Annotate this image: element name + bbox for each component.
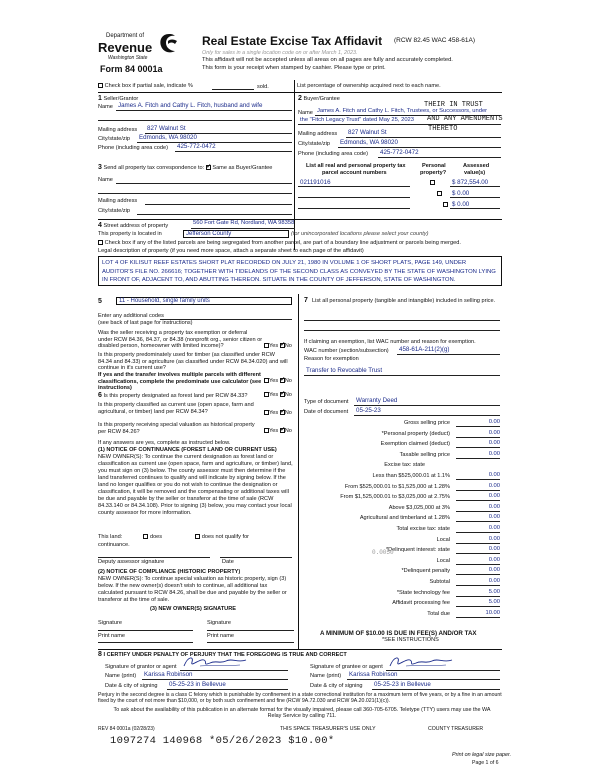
personal-checkbox-3[interactable]	[443, 202, 448, 207]
personal-checkbox-1[interactable]	[430, 180, 435, 185]
buyer-typed-3: THERETO	[428, 125, 458, 133]
parcels-heading-2: parcel account numbers	[322, 170, 387, 176]
assessed-col-1: Assessed	[463, 163, 490, 169]
sold-label: sold.	[257, 84, 269, 90]
q-current-use: Is this property classified as current use (open space, farm and agricultural, or timber) land per RCW 84.34?	[98, 402, 254, 415]
assessed-value-2[interactable]: $ 0.00	[452, 190, 470, 197]
wac-number[interactable]: 458-61A-211(2)(g)	[399, 346, 450, 353]
print1-label: Print name	[98, 633, 126, 639]
use-code-value: 11 - Household, single family units	[119, 298, 210, 304]
personal-checkbox-2[interactable]	[437, 191, 442, 196]
header-note-3: This form is your receipt when stamped by cashier. Please type or print.	[202, 65, 386, 71]
buyer-mail-label: Mailing address	[298, 131, 338, 137]
sig2-field[interactable]	[207, 630, 294, 631]
tax-row-amount[interactable]: 5.00	[456, 599, 500, 607]
q-forest-answer: Yes ✓ No	[264, 392, 292, 399]
q-exemption-no[interactable]	[280, 343, 285, 348]
reason-line	[304, 375, 500, 376]
perjury-notice: Perjury in the second degree is a class C felony which is punishable by confinement in a state correctional institution for a maximum term of five years, or by a fine in an amount fixed by the court of not more than $10,000, or by both such confinement and fine (RCW 9A.72.030 and RCW 9A.20.021(1)(c)).	[98, 692, 502, 705]
doc-date[interactable]: 05-25-23	[356, 407, 381, 414]
assessed-value-1[interactable]: $ 872,554.00	[452, 179, 489, 186]
doc-type-line	[354, 405, 500, 406]
tax-row-amount[interactable]: 10.00	[456, 610, 500, 618]
seller-phone-label: Phone (including area code)	[98, 145, 168, 151]
grantor-signature[interactable]	[180, 654, 260, 670]
grantee-date-label: Date & city of signing	[310, 683, 363, 689]
legal-description-box[interactable]	[98, 256, 502, 286]
section5-number: 5	[98, 298, 102, 305]
see-instructions: *SEE INSTRUCTIONS	[382, 637, 439, 643]
continuance-label: continuance.	[98, 542, 130, 548]
assessed-line-2	[450, 197, 500, 198]
grantor-date[interactable]: 05-25-23 in Bellevue	[169, 681, 226, 688]
located-label: This property is located in	[98, 231, 162, 237]
grantor-name-label: Name (print)	[105, 673, 137, 679]
section8-divider	[98, 649, 502, 650]
q-exemption: Was the seller receiving a property tax exemption or deferral under RCW 84.36, 84.37, or 84.38 (nonprofit org., senior citizen or disabled person, homeowner with limited income)?	[98, 330, 263, 350]
header-note-2: This affidavit will not be accepted unless all areas on all pages are fully and accurately completed.	[202, 57, 453, 63]
grantor-name-line	[142, 679, 288, 680]
q-current-use-yes[interactable]	[264, 410, 269, 415]
buyer-name-label: Name	[298, 110, 313, 116]
unincorp-note: (for unincorporated locations please select your county)	[291, 231, 429, 237]
tax-row-label: Total excise tax: state	[396, 526, 450, 532]
q-historic-yes[interactable]	[264, 428, 269, 433]
buyer-city-label: City/state/zip	[298, 141, 331, 147]
tax-row-label: Less than $525,000.01 at 1.1%	[372, 473, 450, 479]
tax-row-amount[interactable]: 0.00	[456, 430, 500, 438]
dept-of-text: Department of	[106, 33, 145, 39]
tax-row-label: *Delinquent penalty	[401, 568, 450, 575]
seller-name[interactable]: James A. Fitch and Cathy L. Fitch, husband and wife	[118, 102, 263, 109]
assessed-col-2: value(s)	[464, 170, 486, 176]
seller-mail-label: Mailing address	[98, 127, 138, 133]
accessibility-note: To ask about the availability of this publication in an alternate format for the visually impaired, please call 360-705-6705. Teletype (TTY) users may use the WA Relay Service by calling 711.	[113, 707, 491, 720]
tax-row-label: *State technology fee	[396, 589, 450, 596]
parcel-line-1	[298, 186, 410, 187]
tax-row-label: *Personal property (deduct)	[381, 430, 450, 437]
assessed-value-3[interactable]: $ 0.00	[452, 201, 470, 208]
tax-row-label: Local	[436, 536, 450, 543]
this-land-row: This land: does does not qualify for	[98, 534, 250, 540]
section7-divider	[298, 294, 299, 650]
treasurer-use: THIS SPACE TREASURER'S USE ONLY	[280, 726, 376, 732]
buyer-mail-line	[346, 137, 501, 138]
deputy-date-field[interactable]	[220, 557, 292, 558]
tax-row-label: Excise tax: state	[384, 462, 425, 469]
claim-label: If claiming an exemption, list WAC number and reason for exemption.	[304, 339, 476, 345]
grantee-name[interactable]: Karissa Robinson	[349, 671, 398, 678]
tax-row-label: Agricultural and timberland at 1.28%	[359, 515, 450, 522]
parcel-line-2[interactable]	[298, 197, 410, 198]
tax-row-amount[interactable]: 0.00	[456, 557, 500, 565]
personal-property-label: List all personal property (tangible and intangible) included in selling price.	[312, 298, 496, 304]
reason-value[interactable]: Transfer to Revocable Trust	[306, 367, 383, 374]
personal-property-field[interactable]	[304, 320, 500, 321]
sig1-field[interactable]	[98, 630, 193, 631]
notice2-body: NEW OWNER(S): To continue special valuation as historic property, sign (3) below. If the new owner(s) doesn't wish to continue, all additional tax calculated pursuant to RCW 84.26, shall be due and payable by the seller or transferor at the time of sale.	[98, 576, 287, 603]
tax-row-amount[interactable]: 0.00	[456, 451, 500, 459]
tax-row-amount[interactable]: 5.00	[456, 589, 500, 597]
seller-phone[interactable]: 425-772-0472	[177, 143, 216, 150]
ownership-note: List percentage of ownership acquired next to each name.	[297, 83, 441, 89]
land-does-checkbox[interactable]	[143, 534, 148, 539]
q-forest-no[interactable]	[280, 392, 285, 397]
partial-percent-field[interactable]	[212, 89, 254, 90]
notice1-body: NEW OWNER(S): To continue the current designation as forest land or classification as current use (open space, farm and agriculture, or timber) land, you must sign on (3) below. The county assessor must then determine if the land transferred continues to qualify and will indicate by signing below. If the land no longer qualifies or you do not wish to continue the designation or classification, it will be removed and the compensating or additional taxes will be due and payable by the seller or transferor at the time of sale (RCW 84.33.140 or 84.34.108). Prior to signing (3) below, you may contact your local county assessor for more information.	[98, 454, 293, 516]
tax-row-amount[interactable]: 0.00	[456, 546, 500, 554]
corr-name-line-2	[98, 193, 292, 194]
corr-city-field[interactable]	[137, 214, 292, 215]
buyer-typed-1: THEIR IN TRUST	[424, 101, 483, 109]
q-forest: 6 Is this property designated as forest land per RCW 84.33?	[98, 392, 248, 399]
street-address[interactable]: 560 Fort Gate Rd, Nordland, WA 98358	[193, 220, 295, 226]
revision: REV 84 0001a (02/28/23)	[98, 726, 155, 732]
personal-col-2: property?	[420, 170, 447, 176]
partial-sale-checkbox[interactable]	[98, 83, 103, 88]
doc-date-line	[354, 415, 500, 416]
sig-grantee-label: Signature of grantee or agent	[310, 664, 383, 670]
legal-paper-note: Print on legal size paper.	[452, 752, 512, 758]
county-select[interactable]	[183, 230, 289, 238]
buyer-name-1[interactable]: James A. Fitch and Cathy L. Fitch, Trustees, or Successors, under	[317, 108, 488, 114]
grantee-name-label: Name (print)	[310, 673, 342, 679]
wac-label: WAC number (section/subsection)	[304, 348, 389, 354]
partial-sale-label: Check box if partial sale, indicate %	[104, 83, 193, 89]
tax-row-amount[interactable]: 0.00	[456, 567, 500, 575]
grantee-name-line	[347, 679, 500, 680]
tax-row-label: Taxable selling price	[399, 451, 450, 458]
county-value: Jefferson County	[186, 231, 232, 237]
corr-name-field[interactable]	[116, 183, 292, 184]
tax-row-label: *Delinquent interest: state	[385, 547, 450, 554]
tax-row-label: Affidavit processing fee	[392, 600, 450, 607]
personal-col-1: Personal	[422, 163, 446, 169]
partial-sale-row	[98, 83, 193, 90]
q-historic-no[interactable]	[280, 428, 285, 433]
doc-type-label: Type of document	[304, 399, 349, 405]
assessed-line-3	[450, 208, 500, 209]
tax-row-amount[interactable]: 0.00	[456, 536, 500, 544]
use-code-select[interactable]	[116, 297, 292, 305]
tax-row-label: From $525,000.01 to $1,525,000 at 1.28%	[344, 483, 450, 490]
q-exemption-answer: Yes ✓ No	[264, 343, 292, 350]
tax-row-amount[interactable]: 0.00	[456, 514, 500, 522]
additional-codes-label: Enter any additional codes	[98, 313, 164, 319]
legal-description: LOT 4 OF KILISUT REEF ESTATES SHORT PLAT RECORDED ON JULY 21, 1980 IN VOLUME 1 OF SHORT PLATS, PAGE 149, UNDER AUDITOR'S FILE NO. 266616; TOGETHER WITH TIDELANDS OF THE SECOND CLASS AS CONVEYED BY THE STATE OF WASHINGTON LYING IN FRONT OF, ADJACENT TO, AND ABUTTING THEREON. SITUATE IN THE COUNTY OF JEFFERSON, STATE OF WASHINGTON.	[102, 260, 496, 284]
sig1-label: Signature	[98, 620, 122, 626]
print2-label: Print name	[207, 633, 235, 639]
tax-row-amount[interactable]: 0.00	[456, 440, 500, 448]
q-historic: Is this property receiving special valuation as historical property per RCW 84.26?	[98, 422, 255, 435]
notice1-title: (1) NOTICE OF CONTINUANCE (FOREST LAND OR CURRENT USE)	[98, 447, 277, 453]
section4-divider	[98, 219, 502, 220]
q-historic-answer: Yes ✓ No	[264, 428, 292, 435]
form-title: Real Estate Excise Tax Affidavit	[202, 34, 383, 48]
grantee-signature[interactable]	[386, 654, 466, 670]
seller-city-label: City/state/zip	[98, 136, 131, 142]
tax-row-amount[interactable]: 0.00	[456, 419, 500, 427]
corr-mail-label: Mailing address	[98, 198, 138, 204]
treasurer-stamp: 1097274 140968 *05/26/2023 $10.00*	[110, 735, 335, 747]
q-timber-answer: Yes ✓ No	[264, 378, 292, 385]
tax-row-amount[interactable]: 0.00	[456, 483, 500, 491]
tax-row-label: From $1,525,000.01 to $3,025,000 at 2.75%	[340, 494, 450, 501]
tax-row-amount[interactable]: 0.00	[456, 525, 500, 533]
certify-row: 8 I CERTIFY UNDER PENALTY OF PERJURY THAT THE FOREGOING IS TRUE AND CORRECT	[98, 651, 347, 658]
tax-row-label: Above $3,025,000 at 3%	[388, 504, 450, 511]
buyer-name-2[interactable]: the "Fitch Legacy Trust" dated May 25, 2023	[300, 117, 414, 123]
tax-row-amount[interactable]: 0.00	[456, 504, 500, 512]
corr-city-label: City/state/zip	[98, 208, 131, 214]
buyer-typed-2: AND ANY AMENDMENTS	[427, 115, 503, 123]
revenue-wordmark: Revenue	[98, 40, 153, 55]
corr-name-label: Name	[98, 177, 113, 183]
county-treasurer: COUNTY TREASURER	[428, 726, 484, 732]
tax-row-label: Gross selling price	[403, 420, 450, 426]
buyer-name-line-2	[298, 124, 501, 125]
grantee-date-line	[372, 689, 500, 690]
tax-row-amount[interactable]: 0.00	[456, 578, 500, 586]
q-timber-yes[interactable]	[264, 378, 269, 383]
parcel-line-3[interactable]	[298, 208, 410, 209]
tax-row-label: Exemption claimed (deduct)	[380, 441, 450, 448]
seller-city[interactable]: Edmonds, WA 98020	[139, 134, 197, 141]
seller-mail[interactable]: 827 Walnut St	[147, 125, 186, 132]
grantor-date-label: Date & city of signing	[105, 683, 158, 689]
deputy-date-label: Date	[222, 559, 234, 565]
q-timber-note: If yes and the transfer involves multiple parcels with different classifications, complete the predominate use calculator (see instructions)	[98, 372, 262, 392]
q-timber-no[interactable]	[280, 378, 285, 383]
corr-mail-field[interactable]	[145, 204, 292, 205]
wa-seal-icon	[158, 32, 180, 56]
street-address-label: 4 Street address of property	[98, 222, 169, 229]
grantor-date-line	[167, 689, 288, 690]
buyer-phone[interactable]: 425-772-0472	[380, 149, 419, 156]
form-number: Form 84 0001a	[100, 64, 163, 74]
correspondence-heading: 3 Send all property tax correspondence to: ✓ Same as Buyer/Grantee	[98, 164, 272, 172]
state-text: Washington State	[108, 55, 148, 61]
segregated-row: Check box if any of the listed parcels are being segregated from another parcel, are part of a boundary line adjustment or parcels being merged.	[98, 240, 461, 247]
sig-grantor-label: Signature of grantor or agent	[105, 664, 177, 670]
buyer-phone-label: Phone (including area code)	[298, 151, 368, 157]
grantor-sig-line	[180, 670, 288, 671]
local-rate[interactable]: 0.0050	[372, 549, 394, 556]
street-address-line	[191, 228, 295, 229]
print2-field[interactable]	[207, 642, 294, 643]
header-divider	[98, 92, 502, 93]
seller-heading: 1 Seller/Grantor	[98, 95, 139, 102]
sig2-label: Signature	[207, 620, 231, 626]
header-note-1: Only for sales in a single location code on or after March 1, 2023.	[202, 50, 358, 56]
segregated-checkbox[interactable]	[98, 240, 103, 245]
wac-line	[397, 354, 500, 355]
answers-note: If any answers are yes, complete as instructed below.	[98, 440, 231, 446]
page-number: Page 1 of 6	[472, 760, 499, 766]
buyer-city-line	[338, 147, 501, 148]
doc-type[interactable]: Warranty Deed	[356, 397, 398, 404]
q-current-use-no[interactable]	[280, 410, 285, 415]
q-timber: Is this property predominately used for timber (as classified under RCW 84.34 and 84.33) or agriculture (as classified under RCW 84.34.020) and will continue in it's current use?	[98, 352, 288, 372]
tax-row-label: Total due	[427, 610, 450, 617]
personal-property-field-2[interactable]	[304, 330, 500, 331]
assessed-line-1	[450, 186, 500, 187]
form-subtitle: (RCW 82.45 WAC 458-61A)	[394, 37, 476, 44]
q-current-use-answer: Yes ✓ No	[264, 410, 292, 417]
buyer-mail[interactable]: 827 Walnut St	[348, 129, 387, 136]
deputy-signature-label: Deputy assessor signature	[98, 559, 165, 565]
parcels-heading-1: List all real and personal property tax	[306, 163, 406, 169]
buyer-city[interactable]: Edmonds, WA 98020	[340, 139, 398, 146]
land-does-not-checkbox[interactable]	[195, 534, 200, 539]
deputy-signature-field[interactable]	[98, 557, 210, 558]
seller-name-label: Name	[98, 104, 113, 110]
q-exemption-yes[interactable]	[264, 343, 269, 348]
additional-codes-note: (see back of last page for instructions)	[98, 320, 193, 326]
reason-label: Reason for exemption	[304, 356, 359, 362]
notice2-title: (2) NOTICE OF COMPLIANCE (HISTORIC PROPERTY)	[98, 569, 241, 575]
grantor-name[interactable]: Karissa Robinson	[144, 671, 193, 678]
same-as-buyer-checkbox[interactable]	[206, 165, 211, 170]
seller-phone-line	[175, 151, 292, 152]
buyer-heading: 2 Buyer/Grantee	[298, 95, 340, 102]
seller-name-line	[116, 110, 292, 111]
tax-row-label: Local	[436, 557, 450, 564]
notice3-title: (3) NEW OWNER(S) SIGNATURE	[150, 606, 236, 612]
section7-heading: 7	[304, 297, 308, 304]
tax-row-amount[interactable]: 0.00	[456, 472, 500, 480]
q-forest-yes[interactable]	[264, 392, 269, 397]
doc-date-label: Date of document	[304, 409, 349, 415]
buyer-phone-line	[378, 157, 501, 158]
legal-label: Legal description of property (if you need more space, attach a separate sheet to each page of the affidavit)	[98, 248, 364, 254]
print1-field[interactable]	[98, 642, 193, 643]
tax-row-label: Subtotal	[429, 579, 450, 585]
minimum-due: A MINIMUM OF $10.00 IS DUE IN FEE(S) AND/OR TAX	[320, 630, 477, 637]
tax-row-amount[interactable]: 0.00	[456, 493, 500, 501]
seller-name-line-2	[98, 120, 292, 121]
grantee-sig-line	[386, 670, 500, 671]
grantee-date[interactable]: 05-25-23 in Bellevue	[374, 681, 431, 688]
parcel-number-1[interactable]: 021191016	[300, 179, 331, 186]
